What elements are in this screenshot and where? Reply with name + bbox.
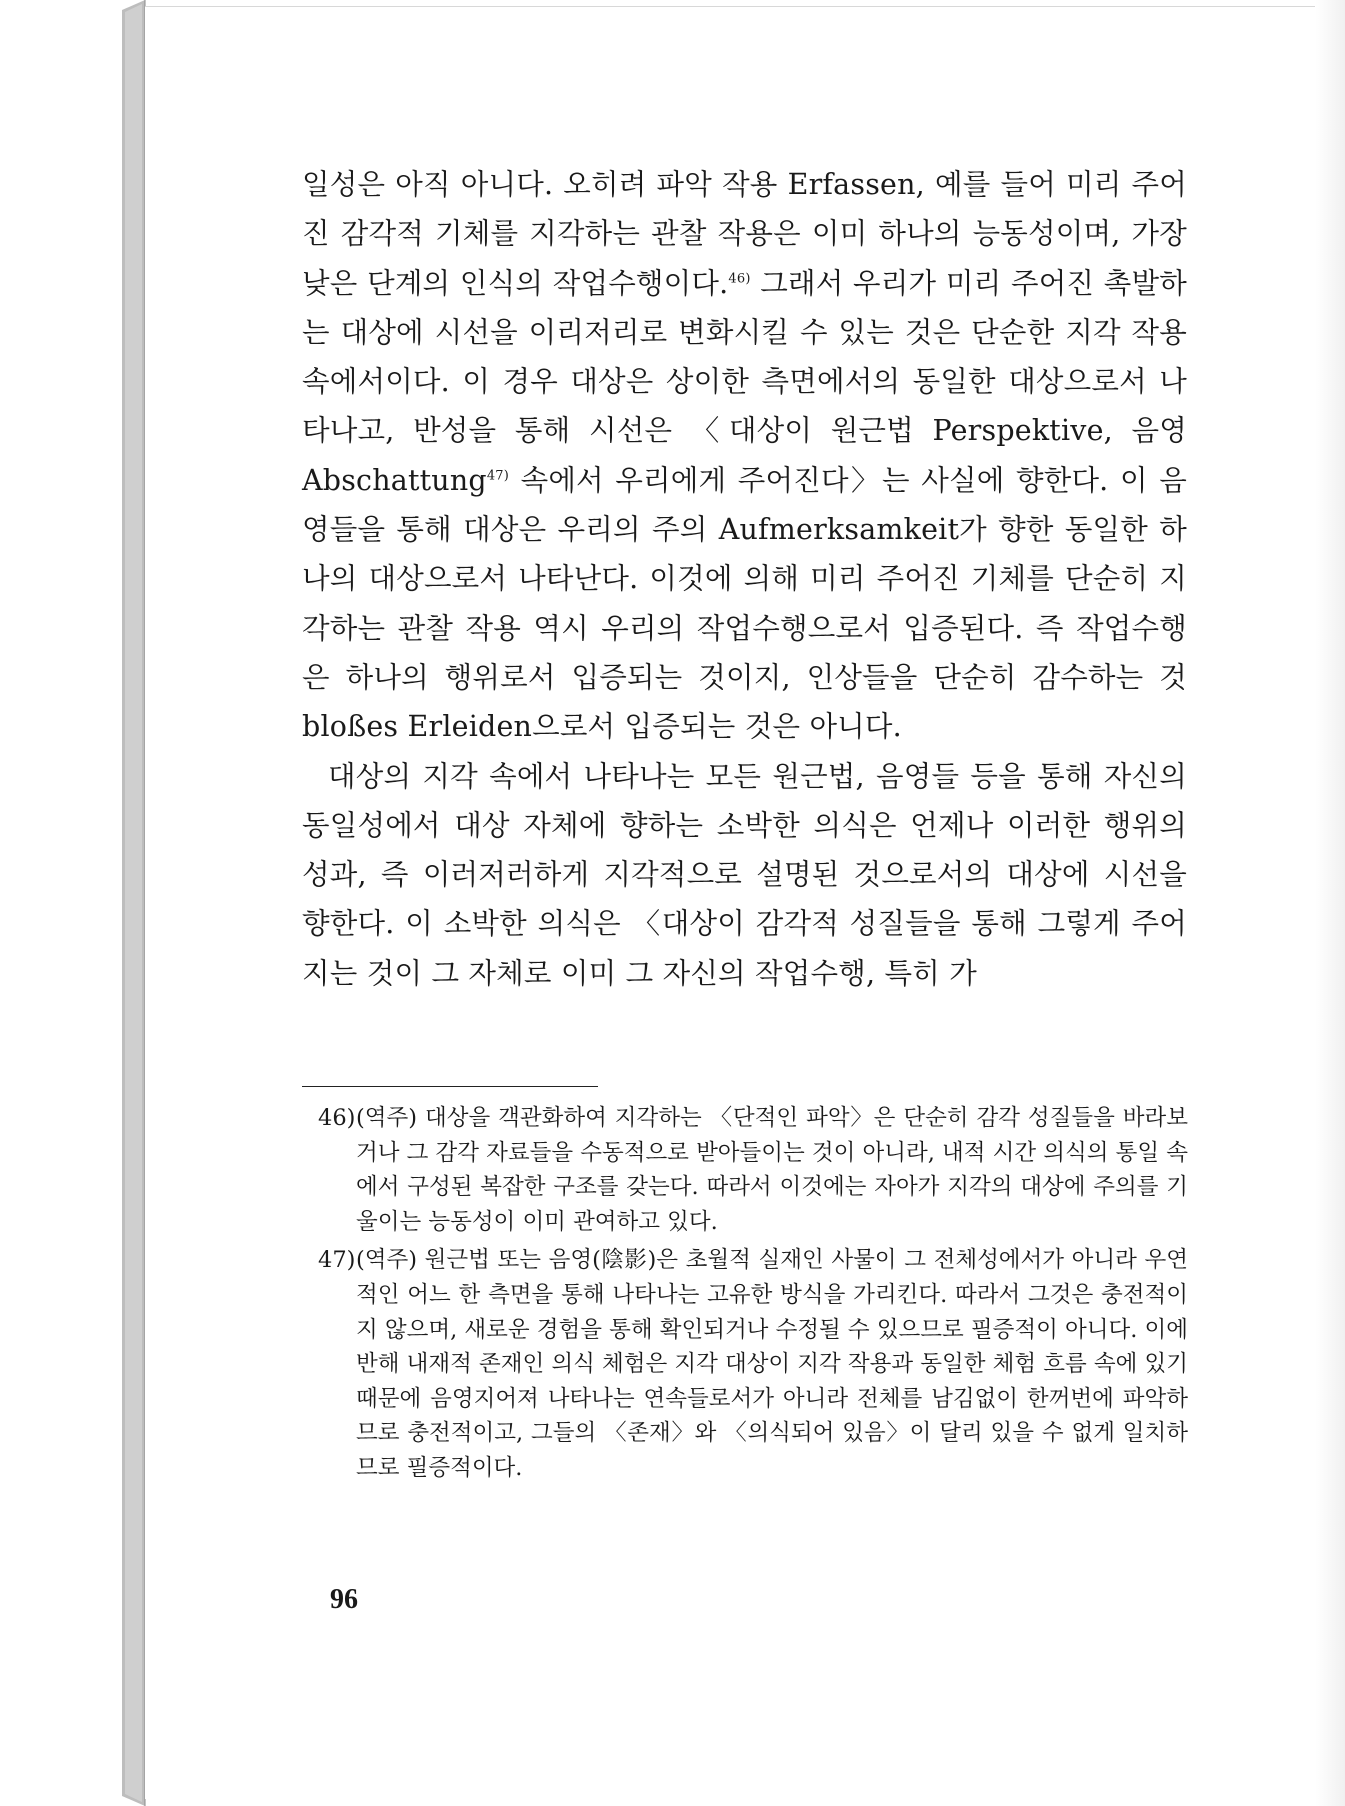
paragraph-1-part-a: 일성은 아직 아니다. 오히려 파악 작용 Erfassen, 예를 들어 미리 주어진 감각적 기체를 지각하는 관찰 작용은 이미 하나의 능동성이며, 가장 낮은 단계의 인식의 작업수행이다. bbox=[302, 168, 1187, 300]
paragraph-2: 대상의 지각 속에서 나타나는 모든 원근법, 음영들 등을 통해 자신의 동일성에서 대상 자체에 향하는 소박한 의식은 언제나 이러한 행위의 성과, 즉 이러저러하게 지각적으로 설명된 것으로서의 대상에 시선을 향한다. 이 소박한 의식은 〈대상이 감각적 성질들을 통해 그렇게 주어지는 것이 그 자체로 이미 그 자신의 작업수행, 특히 가 bbox=[302, 759, 1187, 990]
footnote-number: 47) bbox=[318, 1247, 356, 1274]
footnote-46 bbox=[318, 1101, 1188, 1239]
footnotes bbox=[318, 1101, 1188, 1490]
paragraph-1-part-c: 속에서 우리에게 주어진다〉는 사실에 향한다. 이 음영들을 통해 대상은 우리의 주의 Aufmerksamkeit가 향한 동일한 하나의 대상으로서 나타난다. 이것에 의해 미리 주어진 기체를 단순히 지각하는 관찰 작용 역시 우리의 작업수행으로서 입증된다. 즉 작업수행은 하나의 행위로서 입증되는 것이지, 인상들을 단순히 감수하는 것 bloßes Erleiden으로서 입증되는 것은 아니다. bbox=[302, 463, 1187, 744]
paragraph-1 bbox=[302, 160, 1187, 752]
footnote-number: 46) bbox=[318, 1105, 356, 1131]
body-text bbox=[302, 160, 1187, 998]
page-shadow bbox=[1315, 0, 1345, 1806]
footnote-divider bbox=[302, 1086, 598, 1087]
paragraph-1-part-b: 그래서 우리가 미리 주어진 촉발하는 대상에 시선을 이리저리로 변화시킬 수 있는 것은 단순한 지각 작용 속에서이다. 이 경우 대상은 상이한 측면에서의 동일한 대상으로서 나타나고, 반성을 통해 시선은 〈대상이 원근법 Perspektive, 음영 Abschattung bbox=[302, 266, 1187, 497]
footnote-text: (역주) 대상을 객관화하여 지각하는 〈단적인 파악〉은 단순히 감각 성질들을 바라보거나 그 감각 자료들을 수동적으로 받아들이는 것이 아니라, 내적 시간 의식의 통일 속에서 구성된 복잡한 구조를 갖는다. 따라서 이것에는 자아가 지각의 대상에 주의를 기울이는 능동성이 이미 관여하고 있다. bbox=[356, 1105, 1188, 1235]
footnote-ref-46[interactable]: 46) bbox=[728, 271, 751, 287]
footnote-text: (역주) 원근법 또는 음영(陰影)은 초월적 실재인 사물이 그 전체성에서가 아니라 우연적인 어느 한 측면을 통해 나타나는 고유한 방식을 가리킨다. 따라서 그것은 충전적이지 않으며, 새로운 경험을 통해 확인되거나 수정될 수 있으므로 필증적이 아니다. 이에 반해 내재적 존재인 의식 체험은 지각 대상이 지각 작용과 동일한 체험 흐름 속에 있기 때문에 음영지어져 나타나는 연속들로서가 아니라 전체를 남김없이 한꺼번에 파악하므로 충전적이고, 그들의 〈존재〉와 〈의식되어 있음〉이 달리 있을 수 없게 일치하므로 필증적이다. bbox=[356, 1247, 1188, 1481]
page-number: 96 bbox=[330, 1584, 358, 1615]
footnote-ref-47[interactable]: 47) bbox=[486, 468, 510, 484]
footnote-47 bbox=[318, 1243, 1188, 1485]
